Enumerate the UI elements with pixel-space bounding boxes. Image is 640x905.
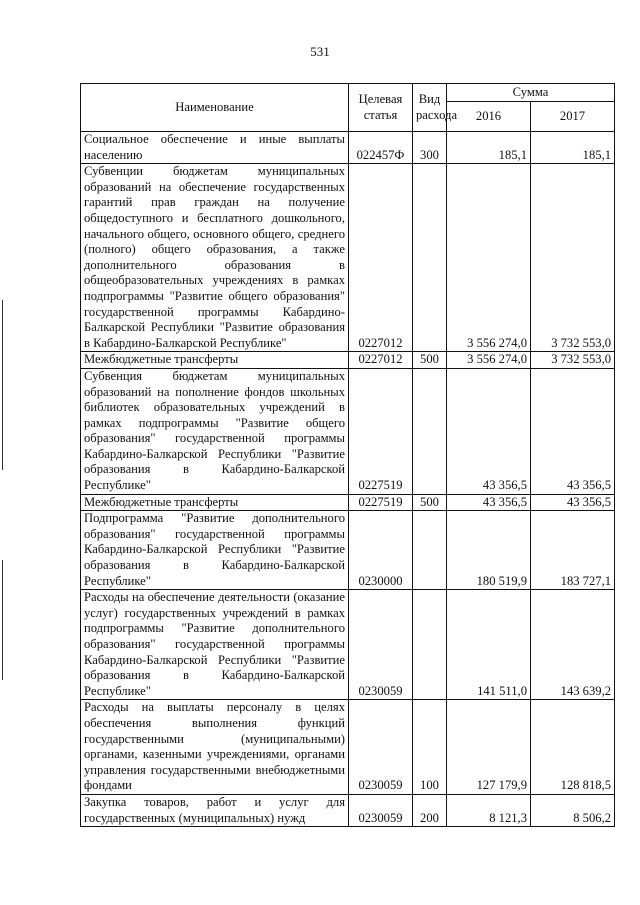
row-sum-2017: 3 732 553,0: [531, 352, 615, 369]
table-row: [81, 794, 615, 826]
table-row: [81, 164, 615, 352]
row-target-code: 022457Ф: [349, 132, 413, 164]
row-sum-2016: 127 179,9: [447, 700, 531, 795]
row-target-code: 0227519: [349, 368, 413, 494]
row-expense-kind: [413, 164, 447, 352]
table-row: [81, 700, 615, 795]
row-name: Закупка товаров, работ и услуг для государственных (муниципальных) нужд: [81, 794, 349, 826]
row-sum-2016: 141 511,0: [447, 590, 531, 700]
table-row: [81, 368, 615, 494]
row-sum-2016: 3 556 274,0: [447, 352, 531, 369]
row-expense-kind: 100: [413, 700, 447, 795]
row-sum-2017: 43 356,5: [531, 368, 615, 494]
row-target-code: 0230059: [349, 700, 413, 795]
row-name: Расходы на обеспечение деятельности (оказание услуг) государственных учреждений в рамках подпрограммы "Развитие дополнительного образования" государственной программы Кабардино-Балкарской Республики "Развитие образования в Кабардино-Балкарской Республике": [81, 590, 349, 700]
row-sum-2016: 185,1: [447, 132, 531, 164]
row-name: Субвенции бюджетам муниципальных образований на обеспечение государственных гарантий прав граждан на получение общедоступного и бесплатного дошкольного, начального общего, основного общего, среднего (полного) общего образования, а также дополнительного образования в общеобразовательных учреждениях в рамках подпрограммы "Развитие общего образования" государственной программы Кабардино-Балкарской Республики "Развитие образования в Кабардино-Балкарской Республике": [81, 164, 349, 352]
header-kind: Вид расхода: [413, 84, 447, 132]
header-target: Целевая статья: [349, 84, 413, 132]
row-sum-2017: 43 356,5: [531, 494, 615, 511]
row-sum-2017: 183 727,1: [531, 511, 615, 590]
table-header: [81, 84, 615, 132]
row-name: Социальное обеспечение и иные выплаты населению: [81, 132, 349, 164]
table-row: [81, 132, 615, 164]
header-sum: Сумма: [447, 84, 615, 102]
row-name: Межбюджетные трансферты: [81, 494, 349, 511]
row-name: Межбюджетные трансферты: [81, 352, 349, 369]
row-expense-kind: [413, 590, 447, 700]
table-row: [81, 352, 615, 369]
row-target-code: 0230059: [349, 590, 413, 700]
row-sum-2016: 8 121,3: [447, 794, 531, 826]
row-sum-2017: 128 818,5: [531, 700, 615, 795]
row-target-code: 0227012: [349, 352, 413, 369]
row-target-code: 0227519: [349, 494, 413, 511]
margin-rule: [2, 300, 3, 470]
row-target-code: 0230000: [349, 511, 413, 590]
row-expense-kind: [413, 368, 447, 494]
row-sum-2016: 43 356,5: [447, 494, 531, 511]
row-sum-2017: 185,1: [531, 132, 615, 164]
budget-table: [80, 83, 615, 827]
row-sum-2016: 3 556 274,0: [447, 164, 531, 352]
row-target-code: 0230059: [349, 794, 413, 826]
header-year-2017: 2017: [531, 102, 615, 132]
row-target-code: 0227012: [349, 164, 413, 352]
row-sum-2016: 43 356,5: [447, 368, 531, 494]
row-expense-kind: 500: [413, 494, 447, 511]
margin-rule: [2, 560, 3, 680]
row-expense-kind: [413, 511, 447, 590]
page-number: 531: [310, 44, 330, 59]
table-row: [81, 511, 615, 590]
table-row: [81, 494, 615, 511]
row-name: Расходы на выплаты персоналу в целях обеспечения выполнения функций государственными (муниципальными) органами, казенными учреждениями, органами управления государственными внебюджетными фондами: [81, 700, 349, 795]
row-name: Субвенция бюджетам муниципальных образований на пополнение фондов школьных библиотек образовательных учреждений в рамках подпрограммы "Развитие общего образования" государственной программы Кабардино-Балкарской Республики "Развитие образования в Кабардино-Балкарской Республике": [81, 368, 349, 494]
row-name: Подпрограмма "Развитие дополнительного образования" государственной программы Кабардино-Балкарской Республики "Развитие образования в Кабардино-Балкарской Республике": [81, 511, 349, 590]
table-row: [81, 590, 615, 700]
row-expense-kind: 300: [413, 132, 447, 164]
header-name: Наименование: [81, 84, 349, 132]
row-sum-2017: 3 732 553,0: [531, 164, 615, 352]
header-year-2016: 2016: [447, 102, 531, 132]
row-sum-2017: 8 506,2: [531, 794, 615, 826]
row-sum-2016: 180 519,9: [447, 511, 531, 590]
row-sum-2017: 143 639,2: [531, 590, 615, 700]
row-expense-kind: 500: [413, 352, 447, 369]
row-expense-kind: 200: [413, 794, 447, 826]
